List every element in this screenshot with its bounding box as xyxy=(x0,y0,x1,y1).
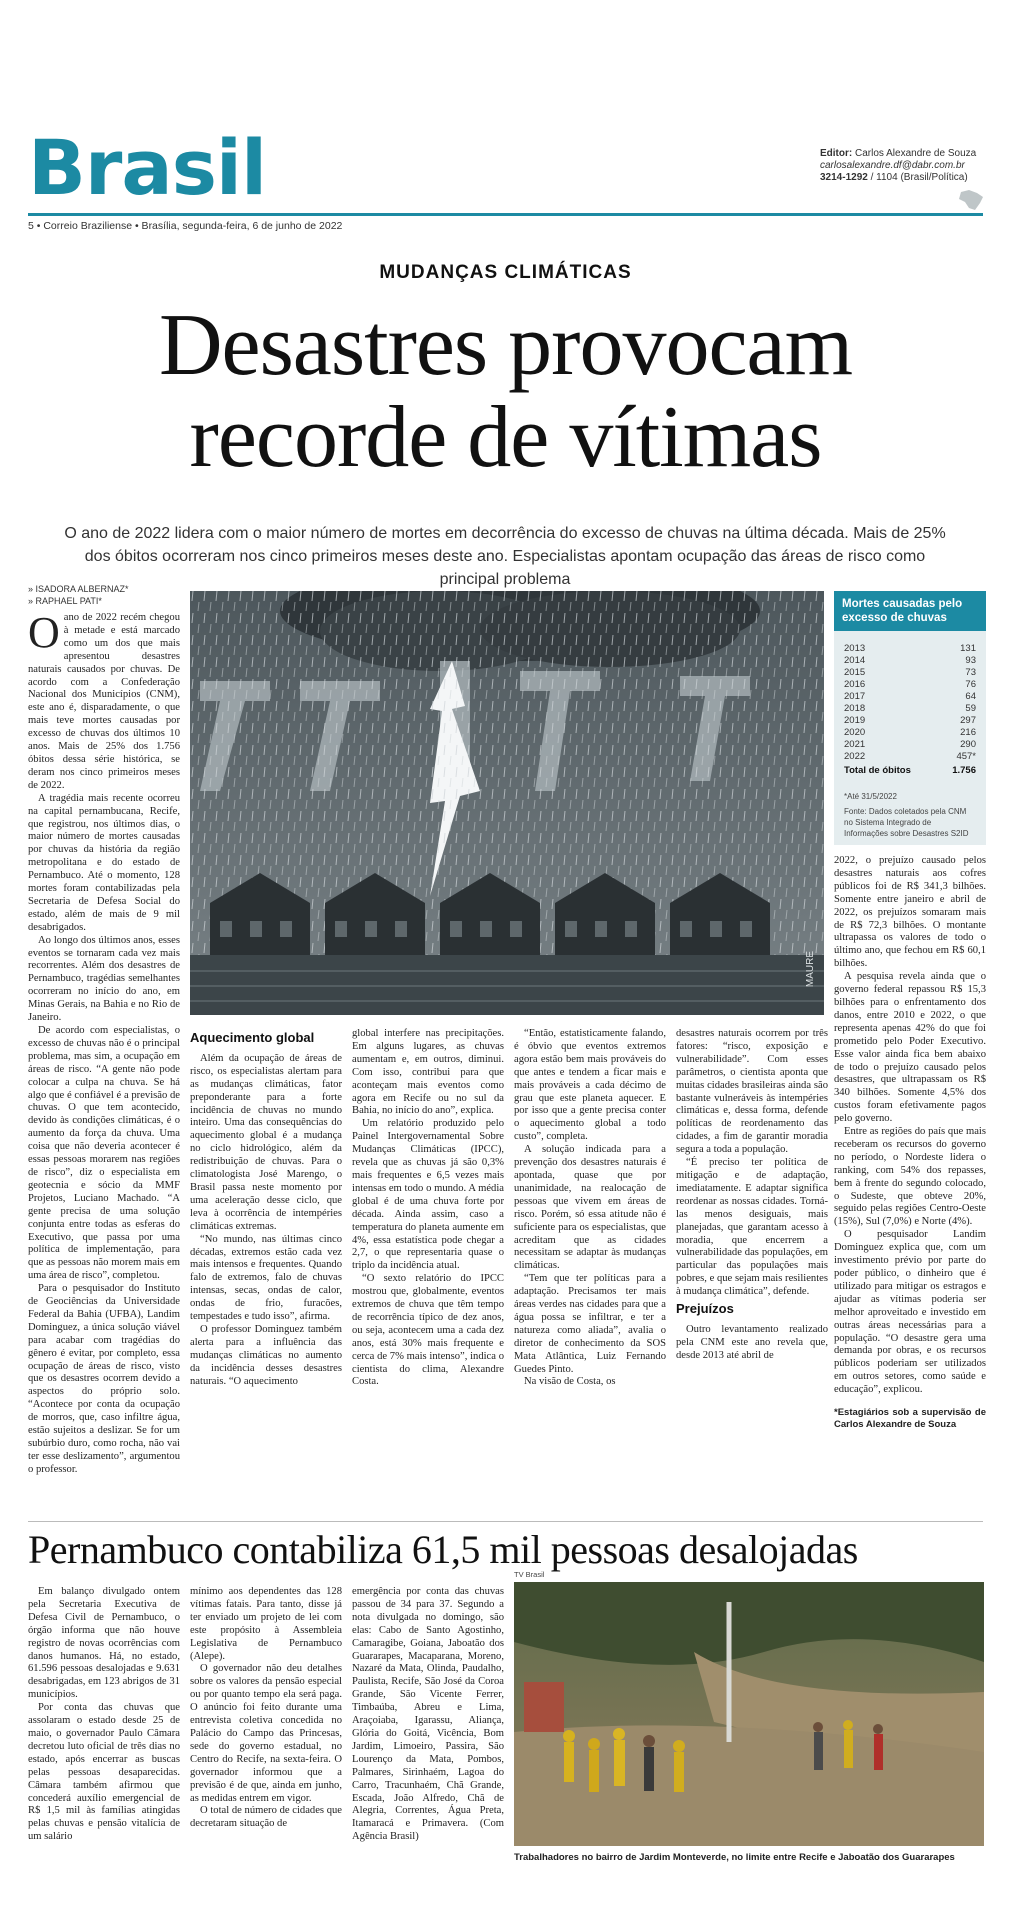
byline-author-2: » RAPHAEL PATI* xyxy=(28,596,102,606)
byline xyxy=(28,583,129,607)
headline-line-2: recorde de vítimas xyxy=(189,389,822,486)
editor-name: Carlos Alexandre de Souza xyxy=(855,148,977,159)
paragraph: global interfere nas precipitações. Em alguns lugares, as chuvas aumentam e, em outros, diminui. Com isso, contribui para que aconteçam mais eventos como agora em Recife ou no sul da Bahia, no início do ano”, explica. xyxy=(352,1028,504,1117)
paragraph: “No mundo, nas últimas cinco décadas, extremos estão cada vez mais intensos e frequentes. Quando falo de extremos, falo de chuvas intensas, secas, ondas de calor, ondas de frio, furacões, tempestades e tudo isso”, afirma. xyxy=(190,1233,342,1323)
paragraph: Entre as regiões do país que mais receberam os recursos do governo no período, o Nordeste lidera o ranking, com 54% dos repasses, bem à frente do segundo colocado, o Sudeste, que obteve 20%, seguido pelas regiões Centro-Oeste (15%), Sul (7,0%) e Norte (4%). xyxy=(834,1126,986,1228)
paragraph: O total de número de cidades que decretaram situação de xyxy=(190,1805,342,1830)
row-year: 2014 xyxy=(844,655,866,666)
row-year: 2013 xyxy=(844,643,866,654)
paragraph: Na visão de Costa, os xyxy=(524,1376,616,1388)
paragraph: desastres naturais ocorrem por três fatores: “risco, exposição e vulnerabilidade”. Com esses parâmetros, o cientista aponta que muitas cidades brasileiras ainda são bastante vulneráveis às intempéries climáticas e, dessa forma, defende políticas de reordenamento das cidades, a fim de garantir moradia segura a toda a população. xyxy=(676,1028,828,1156)
photo-caption: Trabalhadores no bairro de Jardim Monteverde, no limite entre Recife e Jaboatão dos Guararapes xyxy=(514,1852,955,1863)
paragraph: O pesquisador Landim Dominguez explica que, com um investimento prévio por parte do poder público, o dinheiro que é utilizado para mitigar os estragos e ajudar as vítimas poderia ser melhor aproveitado e investido em outras áreas necessárias para a população. “O desastre gera uma demanda por obras, e os recursos públicos poderiam ser utilizados em outros setores, como saúde e educação”, explicou. xyxy=(834,1229,986,1396)
paragraph: A tragédia mais recente ocorreu na capital pernambucana, Recife, que registrou, nos últimos dias, o maior número de mortes causadas por chuvas da história da região metropolitana e do estado de Pernambuco. Até o momento, 128 mortes foram contabilizadas pela Secretaria de Defesa Social do estado, além de mais de 9 mil desabrigados. xyxy=(28,792,180,933)
paragraph: Outro levantamento realizado pela CNM este ano revela que, desde 2013 até abril de xyxy=(676,1323,828,1361)
total-value: 1.756 xyxy=(952,765,976,776)
deaths-table-row xyxy=(834,751,986,763)
paragraph: Em balanço divulgado ontem pela Secretaria Executiva de Defesa Civil de Pernambuco, o órgão informa que não houve registro de novas ocorrências com danos humanos. Há, no estado, 61.596 pessoas desalojadas e 9.631 desabrigadas, em 123 abrigos de 31 municípios. xyxy=(28,1586,180,1701)
subsection-heading: Prejuízos xyxy=(676,1301,734,1317)
headline-line-1: Desastres provocam xyxy=(158,297,853,394)
story2-column-1 xyxy=(28,1586,180,1904)
row-value: 216 xyxy=(960,727,976,738)
story2-column-3 xyxy=(352,1586,504,1904)
deaths-table-total xyxy=(834,765,986,777)
illustration-signature: MAURE xyxy=(805,950,816,987)
deaths-table-box xyxy=(834,591,986,845)
row-value: 73 xyxy=(965,667,976,678)
row-value: 59 xyxy=(965,703,976,714)
row-year: 2015 xyxy=(844,667,866,678)
row-year: 2017 xyxy=(844,691,866,702)
article-column-2 xyxy=(190,1028,342,1508)
rescue-photo xyxy=(514,1582,984,1846)
editor-ext: / 1104 (Brasil/Política) xyxy=(870,172,968,183)
section-kicker: MUDANÇAS CLIMÁTICAS xyxy=(379,262,632,283)
row-year: 2018 xyxy=(844,703,866,714)
deaths-table-row xyxy=(834,703,986,715)
paragraph: “O sexto relatório do IPCC mostrou que, globalmente, eventos extremos de chuva que têm tempo de recorrência típico de dez anos, ou seja, acontecem uma a cada dez anos, está 30% mais frequente e cerca de 7% mais intenso”, indica o cientista do clima, Alexandre Costa. xyxy=(352,1273,504,1388)
storm-illustration xyxy=(190,591,824,1015)
paragraph: Por conta das chuvas que assolaram o estado desde 25 de maio, o governador Paulo Câmara decretou luto oficial de três dias no estado, após encerrar as buscas pelas pessoas desaparecidas. Câmara também afirmou que concederá auxílio emergencial de R$ 1,5 mil às famílias atingidas pelas chuvas e pensão vitalícia de um salário xyxy=(28,1702,180,1843)
paragraph: “Então, estatisticamente falando, é óbvio que eventos extremos agora estão bem mais prováveis do que antes e tendem a ficar mais e mais prováveis a cada décimo de grau que este planeta aquecer. E por isso que a gente precisa conter o aquecimento global a todo custo”, completa. xyxy=(514,1028,666,1143)
row-year: 2020 xyxy=(844,727,866,738)
paragraph: “Tem que ter políticas para a adaptação. Precisamos ter mais áreas verdes nas cidades para que a água possa se infiltrar, e ter a natureza como aliada”, avalia o diretor de conhecimento da SOS Mata Atlântica, Luiz Fernando Guedes Pinto. xyxy=(514,1273,666,1375)
article-column-3 xyxy=(352,1028,504,1508)
rescue-photo-art xyxy=(514,1582,984,1846)
issue-line: 5 • Correio Braziliense • Brasília, segunda-feira, 6 de junho de 2022 xyxy=(28,220,343,232)
paragraph: Para o pesquisador do Instituto de Geociências da Universidade Federal da Bahia (UFBA), Landim Dominguez, a única solução viável para acabar com tragédias do gênero é evitar, por completo, essa ocupação de áreas de risco, visto que os desastres ocorrem devido a aspectos do próprio solo. “Acontece por conta da ocupação de morros, que, caso infiltre água, estão sujeitos a deslizar. Se for um subúrbio duro, como rocha, não vai ter esse deslizamento”, argumentou o professor. xyxy=(28,1283,180,1475)
deaths-table-row xyxy=(834,691,986,703)
article-column-1 xyxy=(28,612,180,1512)
storm-illustration-art xyxy=(190,591,824,1015)
article-column-5 xyxy=(676,1028,828,1508)
paragraph: O governador não deu detalhes sobre os valores da pensão especial ou por quanto tempo ela será paga. O anúncio foi feito durante uma entrevista coletiva concedida no Palácio do Campo das Princesas, sede do governo estadual, no Centro do Recife, na sexta-feira. O governador informou que a previsão é de que, ainda em junho, as medidas entrem em vigor. xyxy=(190,1663,342,1804)
row-year: 2021 xyxy=(844,739,866,750)
editor-phone: 3214-1292 xyxy=(820,172,868,183)
paragraph: mínimo aos dependentes das 128 vítimas fatais. Para tanto, disse já ter enviado um projeto de lei com este propósito à Assembleia Legislativa de Pernambuco (Alepe). xyxy=(190,1586,342,1662)
article-column-6 xyxy=(834,855,986,1515)
deaths-table-row xyxy=(834,655,986,667)
row-value: 76 xyxy=(965,679,976,690)
row-year: 2016 xyxy=(844,679,866,690)
row-year: 2022 xyxy=(844,751,866,762)
story2-column-2 xyxy=(190,1586,342,1904)
editor-email[interactable]: carlosalexandre.df@dabr.com.br xyxy=(820,160,965,171)
paragraph: De acordo com especialistas, o excesso de chuvas não é o principal problema, mas sim, a ocupação em áreas de risco. “A gente não pode colocar a culpa na chuva. Se há algo que é confiável é a previsão de chuvas. O que tem acontecido, devido às condições climáticas, é o aumento da força da chuva. Uma coisa que não deveria acontecer é essas pessoas morarem nas regiões de risco”, diz o especialista em geotecnia e sócio da MMF Projetos, Luciano Machado. “A gente precisa de uma solução conjunta entre todas as esferas do Executivo, que passa por uma política de implementação, para que as pessoas não morem mais em uma área de risco”, completou. xyxy=(28,1025,180,1282)
editor-label: Editor: xyxy=(820,148,853,159)
deaths-table-row xyxy=(834,739,986,751)
byline-author-1: » ISADORA ALBERNAZ* xyxy=(28,584,129,594)
paragraph: Um relatório produzido pelo Painel Intergovernamental Sobre Mudanças Climáticas (IPCC), revela que as chuvas já são 0,3% mais frequentes e 6,5 vezes mais intensas em todo o mundo. A média global é de uma chuva forte por década. Ainda assim, caso a temperatura do planeta aumente em 4%, essa estatística pode chegar a 2,7, o que representaria quase o triplo da incidência atual. xyxy=(352,1118,504,1272)
deaths-table-row xyxy=(834,727,986,739)
deaths-table-row xyxy=(834,667,986,679)
editor-info xyxy=(820,148,985,184)
row-year: 2019 xyxy=(844,715,866,726)
subsection-heading: Aquecimento global xyxy=(190,1030,315,1045)
row-value: 297 xyxy=(960,715,976,726)
paragraph: ano de 2022 recém chegou à metade e está marcado como um dos que mais apresentou desastres naturais causados por chuvas. De acordo com a Confederação Nacional dos Municípios (CNM), este ano é, disparadamente, o que mais teve mortes causadas por excesso de chuvas dos últimos 10 anos. Mais de 25% dos 1.756 óbitos dessa série histórica, se deram nos cinco primeiros meses de 2022. xyxy=(28,612,180,791)
paragraph: Ao longo dos últimos anos, esses eventos se tornaram cada vez mais recorrentes. Além dos desastres de Pernambuco, tragédias semelhantes ocorreram no início do ano, em Minas Gerais, na Bahia e no Rio de Janeiro. xyxy=(28,934,180,1024)
brazil-map-icon xyxy=(955,188,985,212)
headline xyxy=(0,297,1011,486)
paragraph: “É preciso ter política de mitigação e de adaptação, imediatamente. E adaptar significa reordenar as nossas cidades. Torná-las menos desiguais, mais planejadas, que garantam acesso à moradia, que encerrem a vulnerabilidade das populações, em particular das populações mais pobres, e que sejam mais resilientes à mudança climática”, defende. xyxy=(676,1157,828,1298)
article-column-4 xyxy=(514,1028,666,1508)
subhead: O ano de 2022 lidera com o maior número de mortes em decorrência do excesso de chuvas na última década. Mais de 25% dos óbitos ocorreram nos cinco primeiros meses deste ano. Especialistas apontam ocupação das áreas de risco como principal problema xyxy=(64,525,946,588)
table-source: Fonte: Dados coletados pela CNM no Sistema Integrado de Informações sobre Desastres S2ID xyxy=(844,807,969,838)
row-value: 64 xyxy=(965,691,976,702)
drop-cap: O xyxy=(28,612,60,657)
paragraph: A pesquisa revela ainda que o governo federal repassou R$ 15,3 bilhões para o enfrentamento dos danos, entre 2010 e 2022, o que representa apenas 42% do que foi prometido pelo Poder Executivo. Esse valor ainda fica bem abaixo de todo o prejuízo causado pelos desastres, que ultrapassam os R$ 340 bilhões. Somente 4,5% dos custos foram efetivamente pagos pelo governo. xyxy=(834,971,986,1125)
paragraph: emergência por conta das chuvas passou de 34 para 37. Segundo a nota divulgada no domingo, são elas: Cabo de Santo Agostinho, Camaragibe, Goiana, Jaboatão dos Guararapes, Macaparana, Moreno, Nazaré da Mata, Olinda, Paudalho, Paulista, Recife, São José da Coroa Grande, São Vicente Ferrer, Timbaúba, Abreu e Lima, Araçoiaba, Igarassu, Aliança, Glória do Goitá, Vicência, Bom Jardim, Limoeiro, Passira, São Lourenço da Mata, Pombos, Palmares, Sirinhaém, Lagoa do Carro, Tracunhaém, Chã Grande, Escada, João Alfredo, Chã de Alegria, Correntes, Água Preta, Itamaracá e Primavera. (Com Agência Brasil) xyxy=(352,1586,504,1843)
row-value: 93 xyxy=(965,655,976,666)
footnote: *Estagiários sob a supervisão de Carlos Alexandre de Souza xyxy=(834,1407,986,1431)
deaths-table-rows xyxy=(834,643,986,763)
row-value: 290 xyxy=(960,739,976,750)
deaths-table-row xyxy=(834,643,986,655)
story-divider xyxy=(28,1521,983,1522)
paragraph: Além da ocupação de áreas de risco, os especialistas alertam para as mudanças climáticas, fator preponderante para a forte incidência de chuvas no mundo inteiro. Uma das consequências do aquecimento global é a mudança no ciclo hidrológico, além da redistribuição de chuvas. Para o climatologista José Marengo, o Brasil passa neste momento por uma aceleração desse ciclo, que leva à ocorrência de intempéries climáticas extremas. xyxy=(190,1052,342,1232)
row-value: 457* xyxy=(956,751,976,762)
deaths-table-title: Mortes causadas pelo excesso de chuvas xyxy=(834,591,986,631)
photo-credit: TV Brasil xyxy=(514,1570,545,1579)
section-logo: Brasil xyxy=(28,123,267,212)
paragraph: O professor Dominguez também alerta para a influência das mudanças climáticas no aumento da incidência desses desastres naturais. “O aquecimento xyxy=(190,1323,342,1387)
table-note: *Até 31/5/2022 xyxy=(844,792,897,801)
paragraph: 2022, o prejuízo causado pelos desastres naturais aos cofres públicos foi de R$ 341,3 bilhões. Somente entre janeiro e abril de 2022, os prejuízos somaram mais de R$ 72,3 bilhões. O montante ultrapassa os valores de todo o último ano, que fechou em R$ 60,1 bilhões. xyxy=(834,855,986,970)
paragraph: A solução indicada para a prevenção dos desastres naturais é apontada, quase que por unanimidade, na realocação de pessoas que vivem em áreas de risco. Porém, só essa atitude não é suficiente para os especialistas, que acreditam que as cidades necessitam se adaptar às mudanças climáticas. xyxy=(514,1144,666,1272)
total-label: Total de óbitos xyxy=(844,765,911,776)
masthead-rule xyxy=(28,213,983,216)
story2-headline: Pernambuco contabiliza 61,5 mil pessoas desalojadas xyxy=(28,1527,858,1572)
deaths-table-row xyxy=(834,679,986,691)
row-value: 131 xyxy=(960,643,976,654)
deaths-table-row xyxy=(834,715,986,727)
